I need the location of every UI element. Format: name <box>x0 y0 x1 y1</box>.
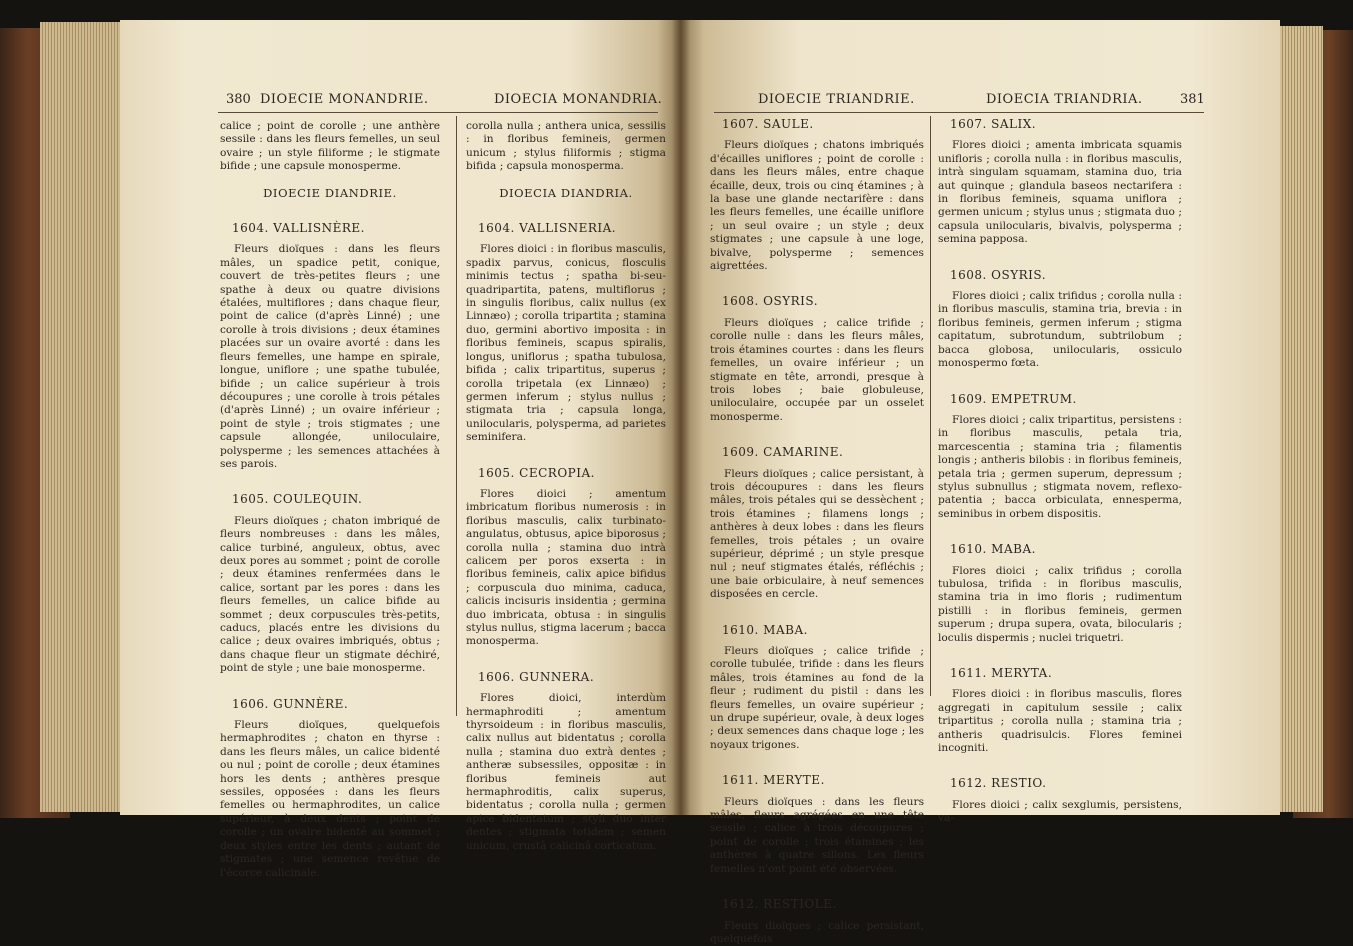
left-page <box>120 20 680 815</box>
left-french-column <box>220 120 440 880</box>
entry-heading: 1606. GUNNERA. <box>466 671 666 684</box>
entry-heading: 1605. COULEQUIN. <box>220 493 440 506</box>
entry-heading: 1604. VALLISNÈRE. <box>220 222 440 235</box>
entry-heading: 1607. SALIX. <box>938 118 1182 131</box>
right-running-head-french: DIOECIE TRIANDRIE. <box>758 92 915 107</box>
entry-description: Flores dioici : in floribus masculis, flores aggregati in capitulum sessile ; calix tripartitus ; corolla nulla ; stamina tria ; antheris quadrisulcis. Flores feminei incogniti. <box>938 688 1182 755</box>
left-latin-column <box>466 120 666 853</box>
entry-description: Fleurs dioïques ; chatons imbriqués d'écailles uniflores ; point de corolle : dans les fleurs mâles, entre chaque écaille, deux, trois ou cinq étamines ; à la base une glande nectarifère : dans les fleurs femelles, une écaille uniflore ; un seul ovaire ; un style ; deux stigmates ; une capsule à une loge, bivalve, polysperme ; semences aigrettées. <box>710 139 924 273</box>
section-heading: DIOECIA DIANDRIA. <box>466 187 666 200</box>
continued-paragraph: corolla nulla ; anthera unica, sessilis : in floribus femineis, germen unicum ; stylus filiformis ; stigma bifida ; capsula monosperma. <box>466 120 666 174</box>
entry-heading: 1611. MERYTA. <box>938 667 1182 680</box>
entry-heading: 1609. CAMARINE. <box>710 446 924 459</box>
entry-description: Fleurs dioïques, quelquefois hermaphrodites ; chaton en thyrse : dans les fleurs mâles, un calice bidenté ou nul ; point de corolle ; deux étamines hors les dents ; anthères presque sessiles, opposées : dans les fleurs femelles ou hermaphrodites, un calice supérieur, à deux dents ; point de corolle ; un ovaire bidenté au sommet ; deux styles entre les dents ; autant de stigmates ; une semence revêtue de l'écorce calicinale. <box>220 719 440 880</box>
entry-description: Fleurs dioïques ; calice persistant, quelquefois <box>710 920 924 946</box>
left-running-head-french: DIOECIE MONANDRIE. <box>260 92 429 107</box>
right-french-column <box>710 118 924 946</box>
entry-heading: 1611. MERYTE. <box>710 774 924 787</box>
header-rule <box>218 112 658 113</box>
entry-heading: 1608. OSYRIS. <box>710 295 924 308</box>
entry-heading: 1610. MABA. <box>710 624 924 637</box>
page-edges-left <box>40 22 130 812</box>
entry-description: Flores dioici, interdùm hermaphroditi ; amentum thyrsoideum : in floribus masculis, calix nullus aut bidentatus ; corolla nulla ; stamina duo extrà dentes ; antheræ subsessiles, oppositæ : in floribus femineis aut hermaphroditis, calix superus, bidentatus ; corolla nulla ; germen apice bidentatum ; styli duo inter dentes ; stigmata totidem ; semen unicum, crustâ calicinâ corticatum. <box>466 692 666 853</box>
entry-description: Fleurs dioïques : dans les fleurs mâles, fleurs agrégées en une tête sessile ; calice à trois découpures ; point de corolle ; trois étamines ; les anthères à quatre sillons. Les fleurs femelles n'ont point été observées. <box>710 796 924 876</box>
left-running-head-latin: DIOECIA MONANDRIA. <box>494 92 662 107</box>
entry-description: Flores dioici : in floribus masculis, spadix parvus, conicus, flosculis minimis tectus ; spatha bi-seu-quadripartita, patens, multiflorus ; in singulis floribus, calix nullus (ex Linnæo) ; corolla tripartita ; stamina duo, germini abortivo imposita : in floribus femineis, scapus spiralis, longus, uniflorus ; spatha tubulosa, bifida ; calix tripartitus, superus ; corolla tripetala (ex Linnæo) ; germen inferum ; stylus nullus ; stigmata tria ; capsula longa, unilocularis, polysperma, ad parietes seminifera. <box>466 243 666 444</box>
entry-heading: 1610. MABA. <box>938 543 1182 556</box>
column-divider <box>456 116 457 716</box>
entry-heading: 1612. RESTIO. <box>938 777 1182 790</box>
entry-heading: 1607. SAULE. <box>710 118 924 131</box>
section-heading: DIOECIE DIANDRIE. <box>220 187 440 200</box>
entry-heading: 1605. CECROPIA. <box>466 467 666 480</box>
right-page <box>680 20 1280 815</box>
entry-description: Fleurs dioïques ; chaton imbriqué de fleurs nombreuses : dans les mâles, calice turbiné, anguleux, obtus, avec deux pores au sommet ; point de corolle ; deux étamines renfermées dans le calice, sortant par les pores : dans les fleurs femelles, un calice bifide au sommet ; deux corpuscules très-petits, caducs, placés entre les divisions du calice ; deux ovaires imbriqués, obtus ; dans chaque fleur un stigmate déchiré, point de style ; une baie monosperme. <box>220 515 440 676</box>
column-divider <box>930 116 931 696</box>
entry-heading: 1608. OSYRIS. <box>938 269 1182 282</box>
continued-paragraph: calice ; point de corolle ; une anthère sessile : dans les fleurs femelles, un seul ovaire ; un style filiforme ; le stigmate bifide ; une capsule monosperme. <box>220 120 440 174</box>
entry-description: Flores dioici ; calix trifidus ; corolla tubulosa, trifida : in floribus masculis, stamina tria in imo floris ; rudimentum pistilli : in floribus femineis, germen superum ; drupa supera, ovata, bilocularis ; loculis dispermis ; nuclei triquetri. <box>938 565 1182 645</box>
entry-heading: 1609. EMPETRUM. <box>938 393 1182 406</box>
entry-description: Flores dioici ; amentum imbricatum floribus numerosis : in floribus masculis, calix turbinato-angulatus, obtusus, apice biporosus ; corolla nulla ; stamina duo intrà calicem per poros exserta : in floribus femineis, calix apice bifidus ; corpuscula duo minima, caduca, calicis incisuris insidentia ; germina duo imbricata, obtusa : in singulis stylus nullus, stigma lacerum ; bacca monosperma. <box>466 488 666 649</box>
left-page-number: 380 <box>226 92 251 107</box>
entry-description: Flores dioici ; amenta imbricata squamis unifloris ; corolla nulla : in floribus masculis, intrà singulam squamam, stamina duo, tria aut quinque ; glandula baseos nectarifera : in floribus femineis, squama uniflora ; germen unicum ; stylus unus ; stigmata duo ; capsula unilocularis, bivalvis, polysperma ; semina papposa. <box>938 139 1182 246</box>
header-rule <box>714 112 1204 113</box>
entry-description: Flores dioici ; calix sexglumis, persistens, va- <box>938 799 1182 826</box>
entry-heading: 1606. GUNNÈRE. <box>220 698 440 711</box>
entry-description: Fleurs dioïques ; calice trifide ; corolle tubulée, trifide : dans les fleurs mâles, trois étamines au fond de la fleur ; rudiment du pistil : dans les fleurs femelles, un ovaire supérieur ; un drupe supérieur, ovale, à deux loges ; deux semences dans chaque loge ; les noyaux trigones. <box>710 645 924 752</box>
right-latin-column <box>938 118 1182 826</box>
entry-heading: 1604. VALLISNERIA. <box>466 222 666 235</box>
right-running-head-latin: DIOECIA TRIANDRIA. <box>986 92 1143 107</box>
entry-description: Fleurs dioïques ; calice persistant, à trois découpures : dans les fleurs mâles, trois pétales qui se dessèchent ; trois étamines ; filamens longs ; anthères à deux lobes : dans les fleurs femelles, trois pétales ; un ovaire supérieur, déprimé ; un style presque nul ; neuf stigmates étalés, réfléchis ; une baie orbiculaire, à neuf semences disposées en cercle. <box>710 468 924 602</box>
right-page-number: 381 <box>1180 92 1205 107</box>
book-gutter <box>672 20 690 815</box>
entry-description: Fleurs dioïques ; calice trifide ; corolle nulle : dans les fleurs mâles, trois étamines courtes : dans les fleurs femelles, un ovaire inférieur ; un stigmate en tête, arrondi, presque à trois lobes ; baie globuleuse, uniloculaire, occupée par un osselet monosperme. <box>710 317 924 424</box>
entry-description: Fleurs dioïques : dans les fleurs mâles, un spadice petit, conique, couvert de très-petites fleurs ; une spathe à deux ou quatre divisions étalées, multiflores ; dans chaque fleur, point de calice (d'après Linné) ; une corolle à trois divisions ; deux étamines placées sur un ovaire avorté : dans les fleurs femelles, une hampe en spirale, longue, uniflore ; une spathe tubulée, bifide ; un calice supérieur à trois découpures ; une corolle à trois pétales (d'après Linné) ; un ovaire inférieur ; point de style ; trois stigmates ; une capsule allongée, uniloculaire, polysperme ; les semences attachées à ses parois. <box>220 243 440 471</box>
entry-description: Flores dioici ; calix tripartitus, persistens : in floribus masculis, petala tria, marcescentia ; stamina tria ; filamentis longis ; antheris bilobis : in floribus femineis, petala tria ; germen superum, depressum ; stylus subnullus ; stigmata novem, reflexo-patentia ; bacca orbiculata, ennesperma, seminibus in orbem dispositis. <box>938 414 1182 521</box>
entry-description: Flores dioici ; calix trifidus ; corolla nulla : in floribus masculis, stamina tria, brevia : in floribus femineis, germen inferum ; stigma capitatum, subrotundum, subtrilobum ; bacca globosa, unilocularis, ossiculo monospermo fœta. <box>938 290 1182 370</box>
entry-heading: 1612. RESTIOLE. <box>710 898 924 911</box>
